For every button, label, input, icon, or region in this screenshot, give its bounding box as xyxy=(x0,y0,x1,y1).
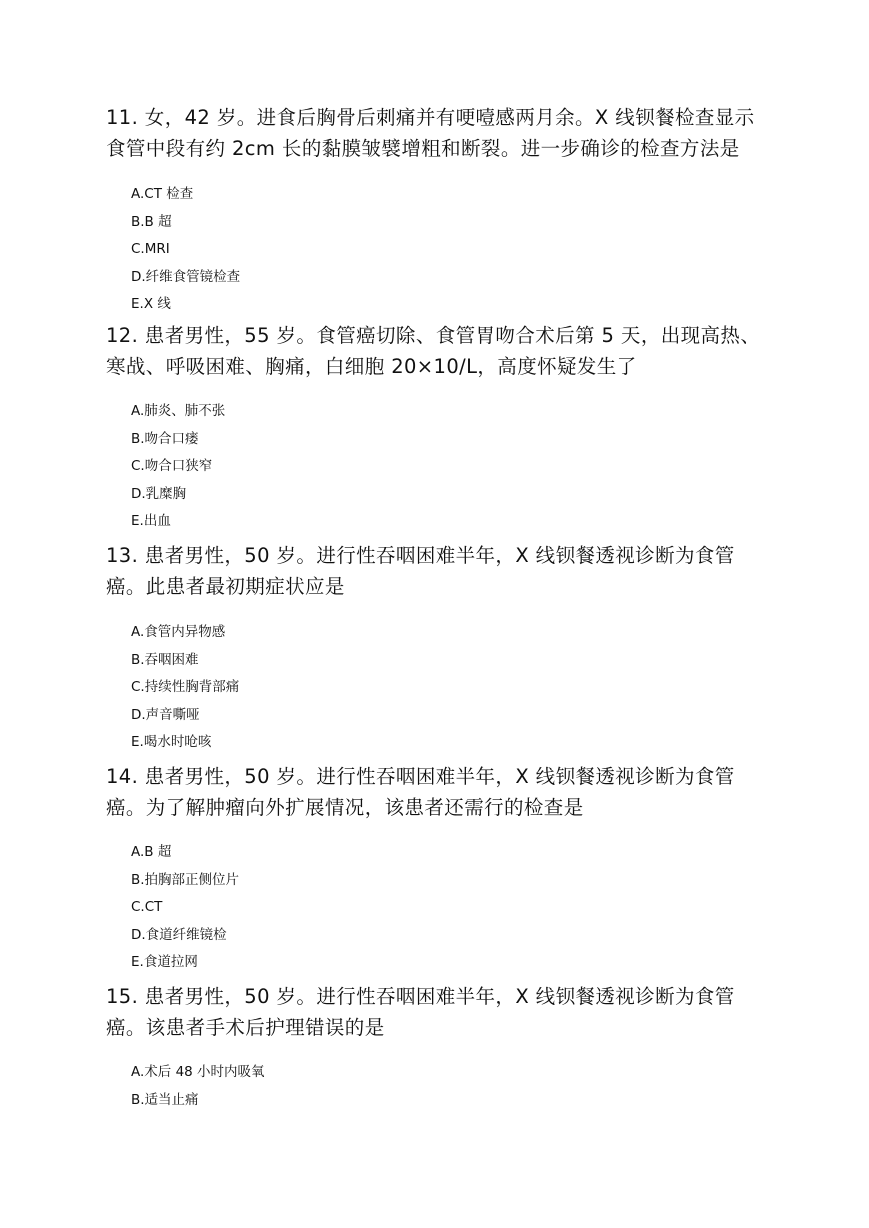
option-c: C.CT xyxy=(131,899,163,915)
option-d: D.声音嘶哑 xyxy=(131,706,200,723)
option-list xyxy=(131,1059,631,1114)
option-a: A.肺炎、肺不张 xyxy=(131,403,226,419)
option-d: D.食道纤维镜检 xyxy=(131,926,227,943)
option-list xyxy=(131,398,631,536)
option-b: B.吻合口瘘 xyxy=(131,430,199,447)
option-e: E.出血 xyxy=(131,513,171,529)
option-list xyxy=(131,181,631,319)
option-list xyxy=(131,619,631,757)
option-d: D.纤维食管镜检查 xyxy=(131,268,241,285)
question-stem: 14. 患者男性，50 岁。进行性吞咽困难半年，X 线钡餐透视诊断为食管癌。为了解肿瘤向外扩展情况，该患者还需行的检查是 xyxy=(106,765,735,819)
option-b: B.适当止痛 xyxy=(131,1091,199,1108)
option-e: E.食道拉网 xyxy=(131,954,198,970)
option-list xyxy=(131,839,631,977)
option-c: C.吻合口狭窄 xyxy=(131,458,213,474)
option-c: C.持续性胸背部痛 xyxy=(131,679,240,695)
option-d: D.乳糜胸 xyxy=(131,485,187,502)
option-a: A.CT 检查 xyxy=(131,186,194,202)
option-a: A.食管内异物感 xyxy=(131,624,226,640)
question-stem: 12. 患者男性，55 岁。食管癌切除、食管胃吻合术后第 5 天，出现高热、寒战、呼吸困难、胸痛，白细胞 20×10/L，高度怀疑发生了 xyxy=(106,324,761,378)
option-e: E.喝水时呛咳 xyxy=(131,734,212,750)
option-b: B.吞咽困难 xyxy=(131,651,199,668)
question-stem: 11. 女，42 岁。进食后胸骨后刺痛并有哽噎感两月余。X 线钡餐检查显示食管中段有约 2cm 长的黏膜皱襞增粗和断裂。进一步确诊的检查方法是 xyxy=(106,106,755,160)
question-stem: 15. 患者男性，50 岁。进行性吞咽困难半年，X 线钡餐透视诊断为食管癌。该患者手术后护理错误的是 xyxy=(106,985,735,1039)
option-c: C.MRI xyxy=(131,241,170,257)
option-a: A.术后 48 小时内吸氧 xyxy=(131,1064,265,1080)
option-a: A.B 超 xyxy=(131,844,172,860)
question-stem: 13. 患者男性，50 岁。进行性吞咽困难半年，X 线钡餐透视诊断为食管癌。此患者最初期症状应是 xyxy=(106,544,735,598)
option-e: E.X 线 xyxy=(131,296,171,312)
option-b: B.拍胸部正侧位片 xyxy=(131,871,240,888)
option-b: B.B 超 xyxy=(131,213,172,230)
